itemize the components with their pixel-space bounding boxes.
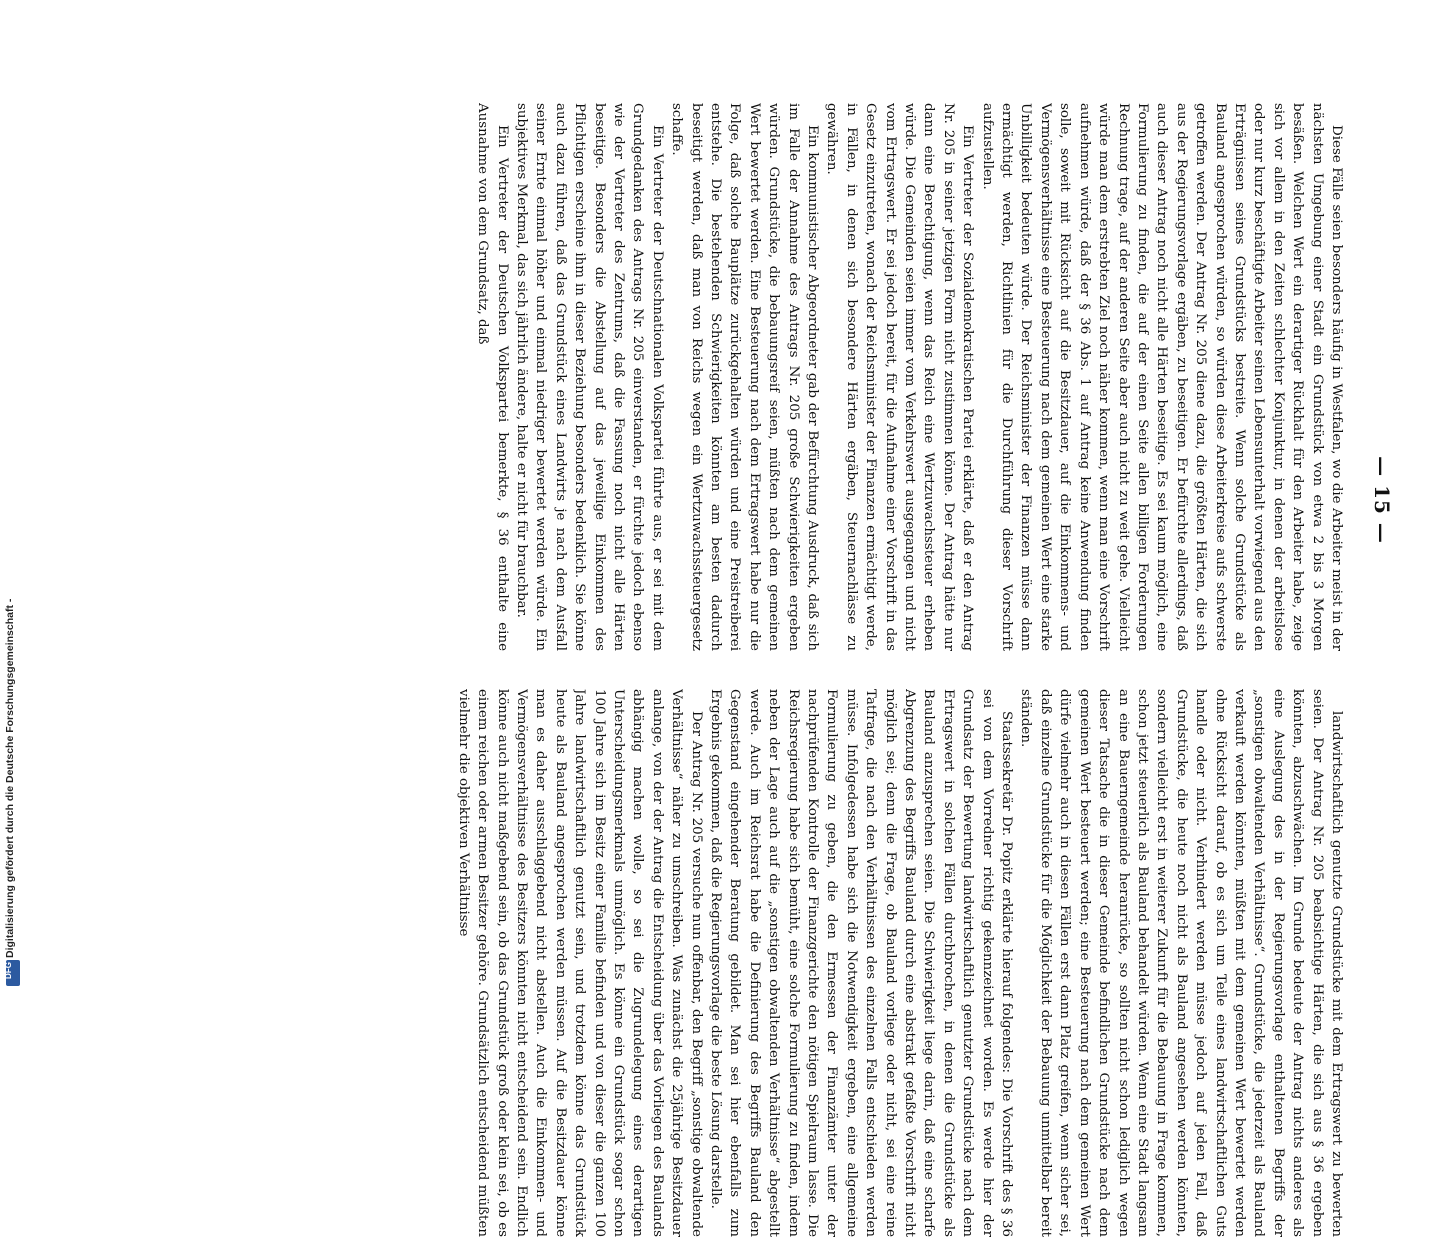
paragraph: Der Antrag Nr. 205 versuche nun offenbar, den Begriff „sonstige obwaltende Verhältnisse“ näher zu umschreiben. Was zunächst die 25jährige Besitzdauer anlange, von der der Antrag die Entscheidung über das Vorliegen des Baulands abhängig machen wolle, so sei die Zugrundelegung eines derartigen Unterscheidungsmerkmals unmöglich. Es könne ein Grundstück sogar schon 100 Jahre sich im Besitz einer Familie befinden und von dieser die ganzen 100 Jahre landwirtschaftlich genutzt sein, und trotzdem könne das Grundstück heute als Bauland angesprochen werden müssen. Auf die Besitzdauer könne man es daher ausschlaggebend nicht abstellen. Auch die Einkommen- und Vermögensverhältnisse des Besitzers könnten nicht entscheidend sein. Endlich könne auch nicht maßgebend sein, ob das Grundstück groß oder klein sei, ob es einem reichen oder armen Besitzer gehöre. Grundsätzlich entscheidend müßten vielmehr die objektiven Verhältnisse (455, 689, 704, 1237)
page-number: — 15 — (1370, 456, 1394, 544)
dfg-logo-icon (3, 960, 20, 986)
digitization-footer (2, 12, 24, 992)
digitization-note: Digitalisierung gefördert durch die Deutsche Forschungsgemeinschaft - (4, 598, 16, 958)
text-column-right (166, 689, 1346, 1237)
text-column-left (166, 103, 1346, 651)
paragraph: Staatssekretär Dr. Popitz erklärte hierauf folgendes: Die Vorschrift des § 36 sei von dem Vorredner richtig gekennzeichnet worden. Es werde hier der Grundsatz der Bewertung landwirtschaftlich genutzter Grundstücke nach dem Ertragswert in solchen Fällen durchbrochen, in denen die Grundstücke als Bauland anzusprechen seien. Die Schwierigkeit liege darin, daß eine scharfe Abgrenzung des Begriffs Bauland durch eine abstrakt gefaßte Vorschrift nicht möglich sei; denn die Frage, ob Bauland vorliege oder nicht, sei eine reine Tatfrage, die nach den Verhältnissen des einzelnen Falls entschieden werden müsse. Infolgedessen habe sich die Notwendigkeit ergeben, eine allgemeine Formulierung zu geben, die den Ermessen der Finanzämter unter der nachprüfenden Kontrolle der Finanzgerichte den nötigen Spielraum lasse. Die Reichsregierung habe sich bemüht, eine solche Formulierung zu finden, indem neben der Lage auch auf die „sonstigen obwaltenden Verhältnisse“ abgestellt werde. Auch im Reichsrat habe die Definierung des Begriffs Bauland den Gegenstand eingehender Beratung gebildet. Man sei hier ebenfalls zum Ergebnis gekommen, daß die Regierungsvorlage die beste Lösung darstelle. (708, 689, 1015, 1237)
paragraph: Ein kommunistischer Abgeordneter gab der Befürchtung Ausdruck, daß sich im Falle der Annahme des Antrags Nr. 205 große Schwierigkeiten ergeben würden. Grundstücke, die bebauungsreif seien, müßten nach dem gemeinen Wert bewertet werden. Eine Besteuerung nach dem Ertragswert habe nur die Folge, daß solche Bauplätze zurückgehalten würden und eine Preistreiberei entstehe. Die bestehenden Schwierigkeiten könnten am besten dadurch beseitigt werden, daß man von Reichs wegen ein Wertzuwachssteuergesetz schaffe. (669, 103, 821, 651)
paragraph: Diese Fälle seien besonders häufig in Westfalen, wo die Arbeiter meist in der nächsten Umgebung einer Stadt ein Grundstück von etwa 2 bis 3 Morgen besäßen. Welchen Wert ein derartiger Rückhalt für den Arbeiter habe, zeige sich vor allem in den Zeiten schlechter Konjunktur, in denen der arbeitslose oder nur kurz beschäftigte Arbeiter seinen Lebensunterhalt vorwiegend aus den Erträgnissen seines Grundstücks bestreite. Wenn solche Grundstücke als Bauland angesprochen würden, so würden diese Arbeiterkreise aufs schwerste getroffen werden. Der Antrag Nr. 205 diene dazu, die größten Härten, die sich aus der Regierungsvorlage ergäben, zu beseitigen. Er befürchte allerdings, daß auch dieser Antrag noch nicht alle Härten beseitige. Es sei kaum möglich, eine Formulierung zu finden, die auf der einen Seite allen billigen Forderungen Rechnung trage, auf der anderen Seite aber auch nicht zu weit gehe. Vielleicht würde man dem erstrebten Ziel noch näher kommen, wenn man eine Vorschrift aufnehmen würde, daß der § 36 Abs. 1 auf Antrag keine Anwendung finden solle, soweit mit Rücksicht auf die Besitzdauer, auf die Einkommens- und Vermögensverhältnisse eine Besteuerung nach dem gemeinen Wert eine starke Unbilligkeit bedeuten würde. Der Reichsminister der Finanzen müsse dann ermächtigt werden, Richtlinien für die Durchführung dieser Vorschrift aufzustellen. (979, 103, 1344, 651)
dfg-logo-text: DFG (3, 962, 13, 979)
paragraph: Ein Vertreter der Deutschen Volkspartei bemerkte, § 36 enthalte eine Ausnahme von dem Grundsatz, daß (475, 103, 510, 651)
paragraph: landwirtschaftlich genutzte Grundstücke mit dem Ertragswert zu bewerten seien. Der Antrag Nr. 205 beabsichtige Härten, die sich aus § 36 ergeben könnten, abzuschwächen. Im Grunde bedeute der Antrag nichts anderes als eine Auslegung des in der Regierungsvorlage enthaltenen Begriffs der „sonstigen obwaltenden Verhältnisse“. Grundstücke, die jederzeit als Bauland verkauft werden könnten, müßten mit dem gemeinen Wert bewertet werden ohne Rücksicht darauf, ob es sich um Teile eines landwirtschaftlichen Guts handle oder nicht. Verhindert werden müsse jedoch auf jeden Fall, daß Grundstücke, die heute noch nicht als Bauland angesehen werden könnten, sondern vielleicht erst in weiterer Zukunft für die Bebauung in Frage kommen, schon jetzt steuerlich als Bauland behandelt würden. Wenn eine Stadt langsam an eine Bauerngemeinde heranrücke, so sollten nicht schon lediglich wegen dieser Tatsache die in dieser Gemeinde befindlichen Grundstücke nach dem gemeinen Wert besteuert werden; eine Besteuerung nach dem gemeinen Wert dürfe vielmehr auch in diesen Fällen erst dann Platz greifen, wenn sicher sei, daß einzelne Grundstücke für die Möglichkeit der Bebauung unmittelbar bereit ständen. (1018, 689, 1344, 1237)
paragraph: Ein Vertreter der Deutschnationalen Volkspartei führte aus, er sei mit dem Grundgedanken des Antrags Nr. 205 einverstanden, er fürchte jedoch ebenso wie der Vertreter des Zentrums, daß die Fassung noch nicht alle Härten beseitige. Besonders die Abstellung auf das jeweilige Einkommen des Pflichtigen erscheine ihm in dieser Beziehung besonders bedenklich. Sie könne auch dazu führen, daß das Grundstück eines Landwirts je nach dem Ausfall seiner Ernte einmal höher und einmal niedriger bewertet werden würde. Ein subjektives Merkmal, das sich jährlich ändere, halte er nicht für brauchbar. (513, 103, 665, 651)
paragraph: Ein Vertreter der Sozialdemokratischen Partei erklärte, daß er den Antrag Nr. 205 in seiner jetzigen Form nicht zustimmen könne. Der Antrag hätte nur dann eine Berechtigung, wenn das Reich eine Wertzuwachssteuer erheben würde. Die Gemeinden seien immer vom Verkehrswert ausgegangen und nicht vom Ertragswert. Er sei jedoch bereit, für die Aufnahme einer Vorschrift in das Gesetz einzutreten, wonach der Reichsminister der Finanzen ermächtigt werde, in Fällen, in denen sich besondere Härten ergäben, Steuernachlässe zu gewähren. (824, 103, 976, 651)
